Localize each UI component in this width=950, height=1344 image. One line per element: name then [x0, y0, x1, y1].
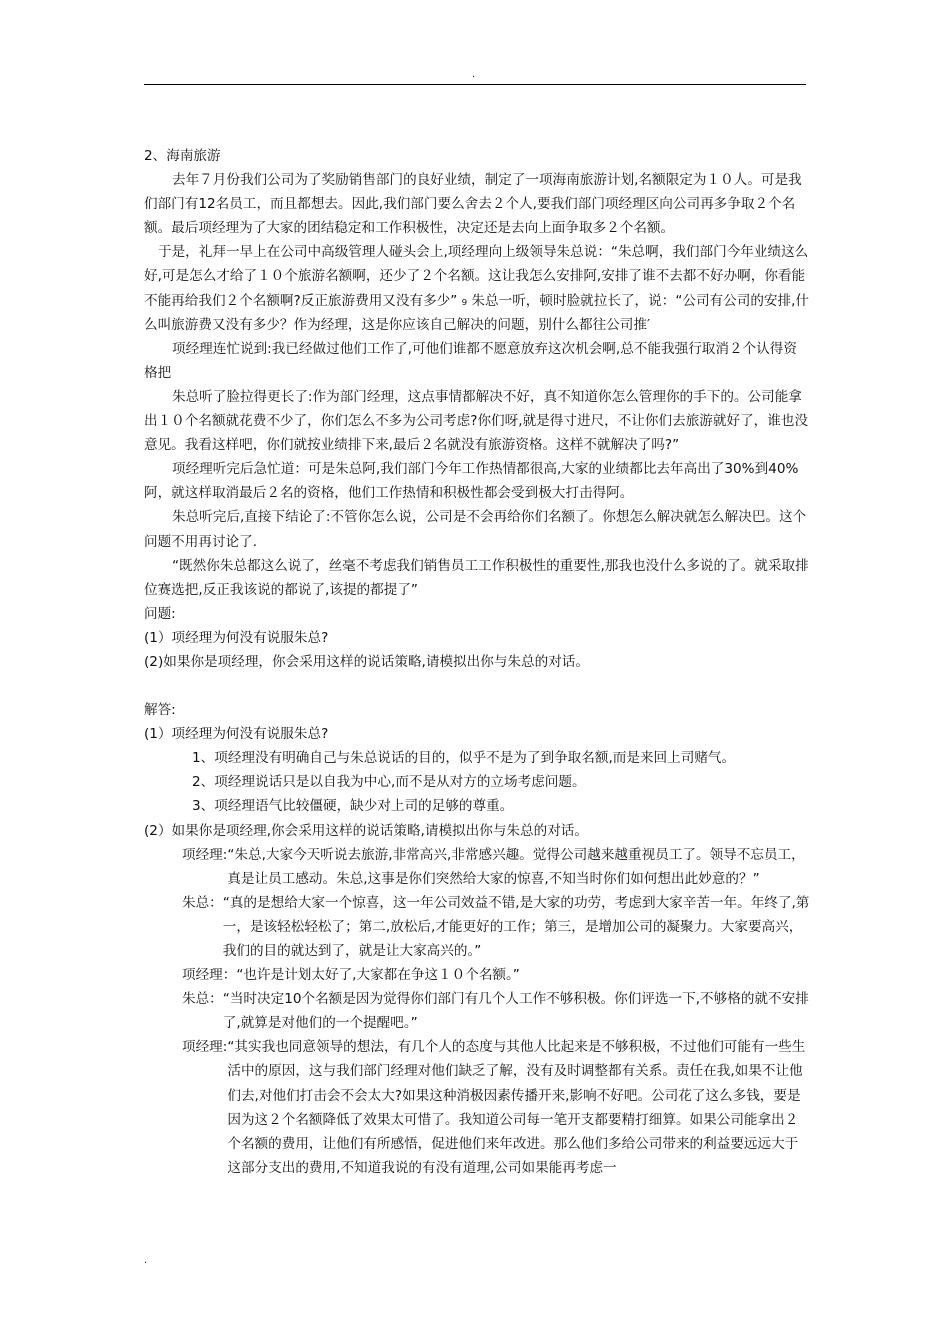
dialogue-line	[182, 963, 810, 987]
dialogue-text: “真的是想给大家一个惊喜，这一年公司效益不错,是大家的功劳，考虑到大家辛苦一年。年终了,第一，是该轻松轻松了；第二,放松后,才能更好的工作；第三，是增加公司的凝聚力。大家要高兴，我们的目的就达到了，就是让大家高兴的。”	[222, 894, 810, 959]
questions-heading: 问题:	[144, 605, 176, 622]
paragraph-2: 于是，礼拜一早上在公司中高级管理人碰头会上,项经理向上级领导朱总说：“朱总啊，我们部门今年业绩这么好,可是怎么才给了１０个旅游名额啊，还少了２个名额。这让我怎么安排阿,安排了谁不去都不好办啊，你看能不能再给我们２个名额啊?反正旅游费用又没有多少” ₉ 朱总一听，顿时脸就拉长了，说：“公司有公司的安排,什么叫旅游费又没有多少？作为经理，这是你应该自己解决的问题，别什么都往公司推′	[144, 244, 810, 333]
dialogue-line	[182, 1035, 810, 1180]
paragraph-1: 去年７月份我们公司为了奖励销售部门的良好业绩，制定了一项海南旅游计划,名额限定为１０人。可是我们部门有12名员工，而且都想去。因此,我们部门要么舍去２个人,要我们部门项经理区向公司再多争取２个名额。最后项经理为了大家的团结稳定和工作积极性，决定还是去向上面争取多２个名额。	[144, 172, 802, 237]
answer-question-1: (1）项经理为何没有说服朱总?	[144, 726, 329, 743]
dialogue-text: “也许是计划太好了,大家都在争这１０个名额。”	[236, 967, 520, 984]
question-1: (1）项经理为何没有说服朱总?	[144, 629, 329, 646]
header-mark: .	[472, 69, 476, 80]
dialogue-speaker: 项经理：	[182, 967, 237, 984]
dialogue-text: “朱总,大家今天听说去旅游,非常高兴,非常感兴趣。觉得公司越来越重视员工了。领导不忘员工，真是让员工感动。朱总,这事是你们突然给大家的惊喜,不知当时你们如何想出此妙意的？”	[227, 846, 805, 887]
dialogue-line	[182, 987, 810, 1035]
document-body	[144, 144, 810, 1180]
dialogue-speaker: 朱总：	[182, 991, 223, 1008]
paragraph-7: “既然你朱总都这么说了，丝毫不考虑我们销售员工工作积极性的重要性,那我也没什么多说的了。就采取排位赛选把,反正我该说的都说了,该提的都提了”	[144, 557, 809, 598]
answer-point-1: 1、项经理没有明确自己与朱总说话的目的，似乎不是为了到争取名额,而是来回上司赌气。	[192, 750, 736, 767]
dialogue-text: “当时决定10个名额是因为觉得你们部门有几个人工作不够积极。你们评选一下,不够格的就不安排了,就算是对他们的一个提醒吧。”	[222, 991, 809, 1032]
dialogue-text: “其实我也同意领导的想法，有几个人的态度与其他人比起来是不够积极，不过他们可能有一些生活中的原因，这与我们部门经理对他们缺乏了解，没有及时调整都有关系。责任在我,如果不让他们去,对他们打击会不会太大?如果这种消极因素传播开来,影响不好吧。公司花了这么多钱，要是因为这２个名额降低了效果太可惜了。我知道公司每一笔开支都要精打细算。如果公司能拿出２个名额的费用，让他们有所感悟，促进他们来年改进。那么他们多给公司带来的利益要远远大于这部分支出的费用,不知道我说的有没有道理,公司如果能再考虑一	[227, 1039, 806, 1176]
section-title: 2、海南旅游	[144, 148, 221, 164]
dialogue-speaker: 朱总：	[182, 894, 223, 911]
question-2: (2)如果你是项经理，你会采用这样的说话策略,请模拟出你与朱总的对话。	[144, 653, 589, 670]
dialogue-line	[182, 891, 810, 963]
dialogue-line	[182, 843, 810, 891]
paragraph-6: 朱总听完后,直接下结论了:不管你怎么说，公司是不会再给你们名额了。你想怎么解决就怎么解决巴。这个问题不用再讨论了.	[144, 509, 807, 550]
answers-heading: 解答:	[144, 702, 176, 719]
header-rule	[144, 84, 806, 85]
paragraph-5: 项经理听完后急忙道：可是朱总阿,我们部门今年工作热情都很高,大家的业绩都比去年高出了30%到40%阿，就这样取消最后２名的资格，他们工作热情和积极性都会受到极大打击得阿。	[144, 461, 799, 502]
dialogue-speaker: 项经理:	[182, 846, 228, 863]
dialogue-speaker: 项经理:	[182, 1039, 228, 1056]
answer-point-2: 2、项经理说话只是以自我为中心,而不是从对方的立场考虑问题。	[192, 774, 586, 791]
answer-point-3: 3、项经理语气比较僵硬，缺少对上司的足够的尊重。	[192, 798, 514, 815]
answer-question-2: (2）如果你是项经理,你会采用这样的说话策略,请模拟出你与朱总的对话。	[144, 822, 588, 839]
paragraph-3: 项经理连忙说到:我已经做过他们工作了,可他们谁都不愿意放弃这次机会啊,总不能我强行取消２个认得资格把	[144, 340, 797, 381]
paragraph-4: 朱总听了脸拉得更长了:作为部门经理，这点事情都解决不好，真不知道你怎么管理你的手下的。公司能拿出１０个名额就花费不少了，你们怎么不多为公司考虑?你们呀,就是得寸进尺，不让你们去旅游就好了，谁也没意见。我看这样吧，你们就按业绩排下来,最后２名就没有旅游资格。这样不就解决了吗?”	[144, 388, 809, 454]
footer-mark: .	[144, 1255, 148, 1266]
spacer	[144, 674, 810, 698]
